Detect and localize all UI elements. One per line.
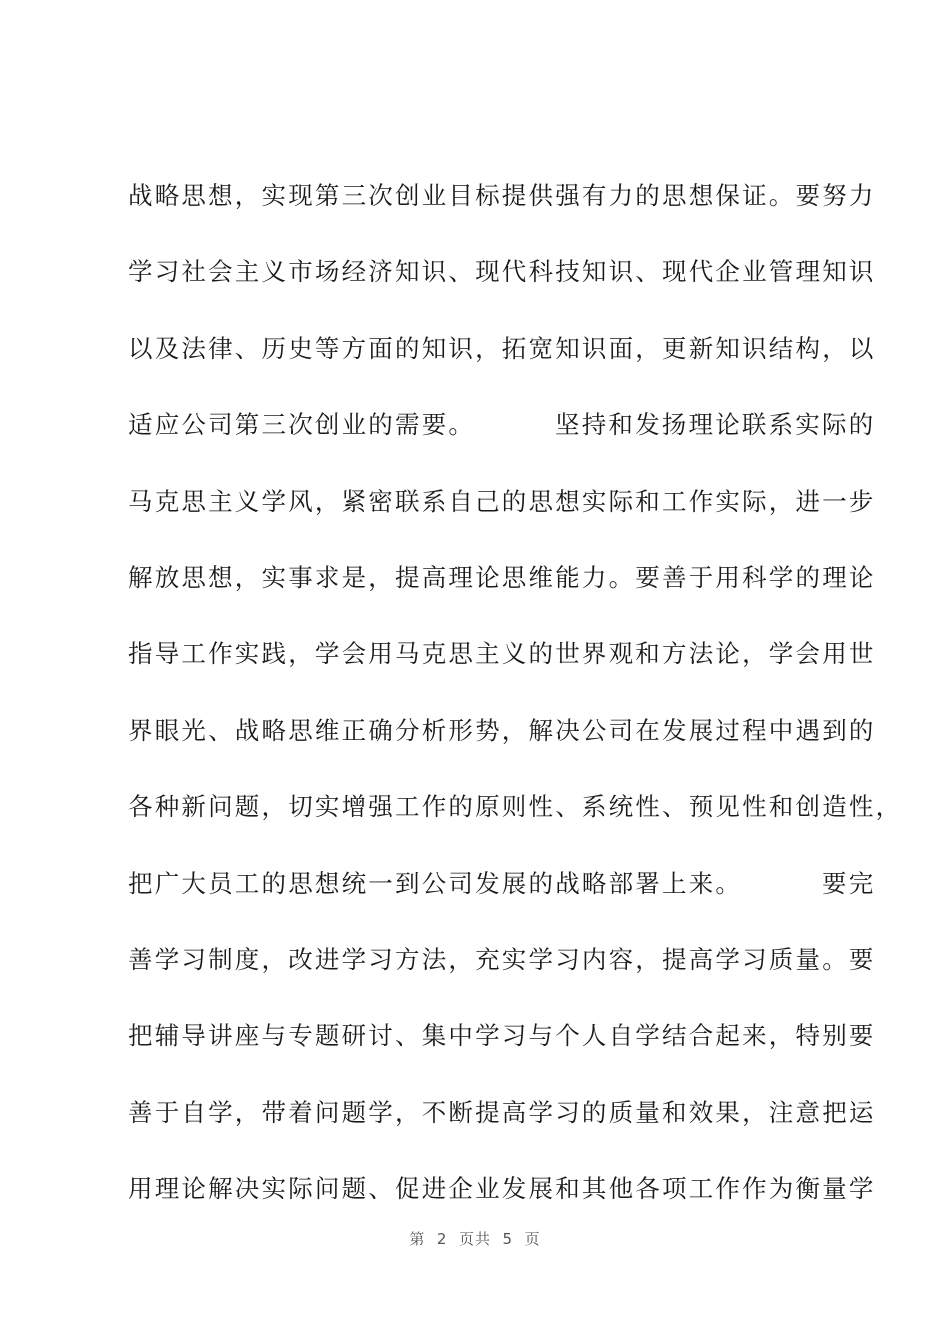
text-line: 解放思想，实事求是，提高理论思维能力。要善于用科学的理论 <box>128 562 876 592</box>
text-line: 指导工作实践，学会用马克思主义的世界观和方法论，学会用世 <box>128 639 876 669</box>
document-body <box>128 172 903 1241</box>
text-line: 以及法律、历史等方面的知识，拓宽知识面，更新知识结构，以 <box>128 333 876 363</box>
text-line: 善于自学，带着问题学，不断提高学习的质量和效果，注意把运 <box>128 1097 876 1127</box>
text-line: 马克思主义学风，紧密联系自己的思想实际和工作实际，进一步 <box>128 486 876 516</box>
text-line: 学习社会主义市场经济知识、现代科技知识、现代企业管理知识 <box>128 257 876 287</box>
page-number: 第 2 页共 5 页 <box>409 1230 541 1248</box>
text-line: 界眼光、战略思维正确分析形势，解决公司在发展过程中遇到的 <box>128 715 876 745</box>
text-line: 用理论解决实际问题、促进企业发展和其他各项工作作为衡量学 <box>128 1174 876 1204</box>
text-line: 把辅导讲座与专题研讨、集中学习与个人自学结合起来，特别要 <box>128 1021 876 1051</box>
text-line: 各种新问题，切实增强工作的原则性、系统性、预见性和创造性， <box>128 792 903 822</box>
text-line: 战略思想，实现第三次创业目标提供强有力的思想保证。要努力 <box>128 181 876 210</box>
page-footer <box>0 1228 950 1249</box>
text-line: 把广大员工的思想统一到公司发展的战略部署上来。 要完 <box>128 868 876 898</box>
text-line: 适应公司第三次创业的需要。 坚持和发扬理论联系实际的 <box>128 410 876 440</box>
text-line: 善学习制度，改进学习方法，充实学习内容，提高学习质量。要 <box>128 944 876 974</box>
